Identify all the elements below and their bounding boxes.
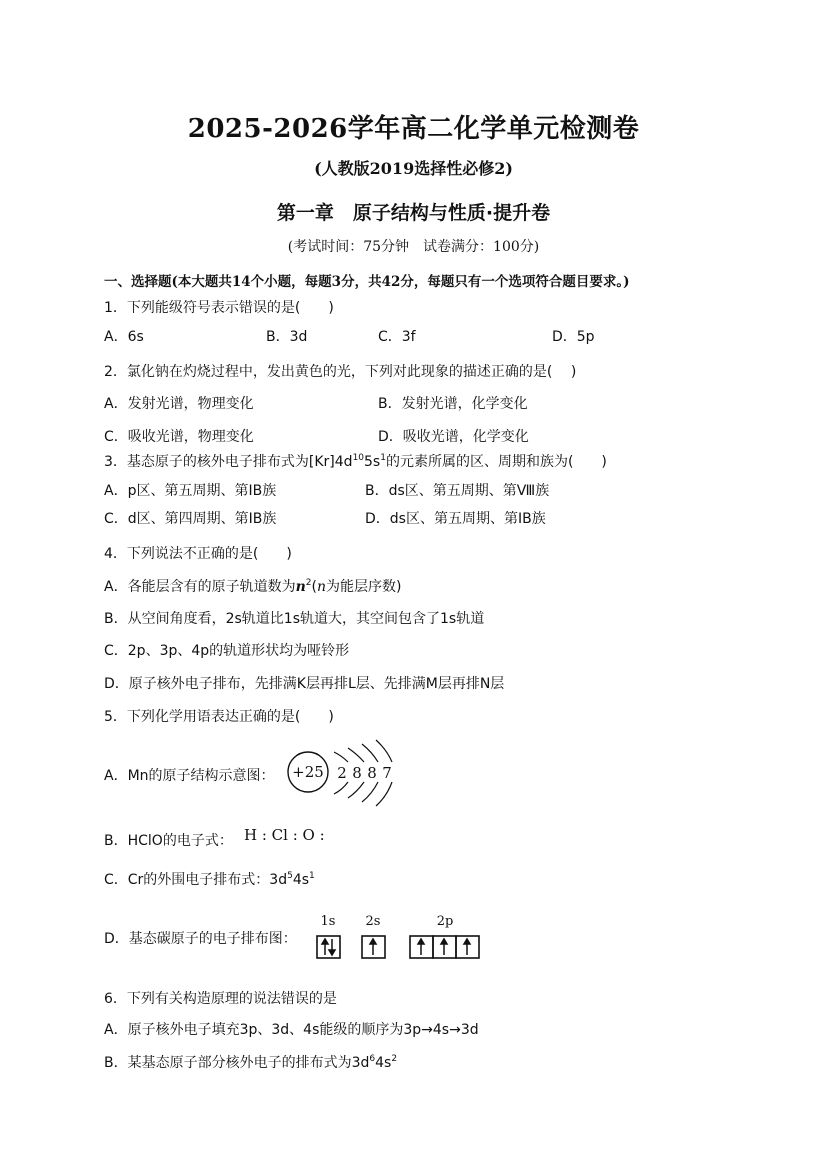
q1-stem: 1．下列能级符号表示错误的是( ) bbox=[104, 300, 334, 316]
exam-title: 2025-2026学年高二化学单元检测卷 bbox=[187, 114, 640, 144]
q4-option-a-post: 为能层序数) bbox=[326, 579, 402, 595]
q3-option-c: C．d区、第四周期、第ⅠB族 bbox=[104, 511, 277, 527]
q3-option-b: B．ds区、第五周期、第Ⅷ族 bbox=[365, 483, 550, 499]
q5-option-d-label: D．基态碳原子的电子排布图： bbox=[104, 931, 297, 947]
q3-option-a: A．p区、第五周期、第ⅠB族 bbox=[104, 483, 277, 499]
carbon-orbital-diagram bbox=[312, 910, 492, 966]
q5-option-a-label: A．Mn的原子结构示意图： bbox=[104, 768, 275, 784]
q2-option-d: D．吸收光谱，化学变化 bbox=[378, 429, 529, 445]
q6-option-b bbox=[104, 1052, 397, 1072]
q1-option-c: C．3f bbox=[378, 329, 416, 345]
q5-option-b-label: B．HClO的电子式： bbox=[104, 833, 233, 849]
orbital-label-2s: 2s bbox=[365, 914, 381, 929]
chapter-title: 第一章 原子结构与性质·提升卷 bbox=[276, 202, 551, 224]
electron-arrows bbox=[322, 939, 470, 955]
q6-stem: 6．下列有关构造原理的说法错误的是 bbox=[104, 991, 337, 1007]
q4-option-c: C．2p、3p、4p的轨道形状均为哑铃形 bbox=[104, 643, 350, 659]
q1-option-d: D．5p bbox=[552, 329, 595, 345]
q2-option-c: C．吸收光谱，物理变化 bbox=[104, 429, 254, 445]
q3-stem-post: 的元素所属的区、周期和族为( ) bbox=[385, 454, 607, 470]
q4-n-symbol: n bbox=[295, 579, 306, 595]
q4-stem: 4．下列说法不正确的是( ) bbox=[104, 546, 292, 562]
q1-option-b: B．3d bbox=[266, 329, 308, 345]
q3-sup-4d: 10 bbox=[352, 453, 365, 463]
q6-option-a: A．原子核外电子填充3p、3d、4s能级的顺序为3p→4s→3d bbox=[104, 1022, 479, 1038]
q3-stem-pre: 3．基态原子的核外电子排布式为[Kr]4d bbox=[104, 454, 353, 470]
q4-option-a bbox=[104, 576, 401, 596]
q3-stem bbox=[104, 451, 607, 471]
hclo-electron-formula: H : Cl : O : bbox=[244, 826, 325, 844]
q6-option-b-pre: B．某基态原子部分核外电子的排布式为3d bbox=[104, 1055, 370, 1071]
q6-option-b-4s: 4s bbox=[375, 1055, 392, 1071]
orbital-label-2p: 2p bbox=[436, 914, 454, 929]
q1-option-a: A．6s bbox=[104, 329, 144, 345]
q6-sup-4s: 2 bbox=[391, 1054, 398, 1064]
q5-sup-4s: 1 bbox=[309, 871, 315, 881]
q2-option-a: A．发射光谱，物理变化 bbox=[104, 396, 254, 412]
q5-sup-3d: 5 bbox=[287, 871, 293, 881]
exam-info: (考试时间：75分钟 试卷满分：100分) bbox=[287, 239, 540, 255]
q5-option-c-4s: 4s bbox=[292, 872, 310, 888]
shell-count-2: 8 bbox=[352, 764, 362, 782]
q4-paren-open: ( bbox=[311, 579, 317, 595]
orbital-label-1s: 1s bbox=[320, 914, 336, 929]
q4-option-b: B．从空间角度看，2s轨道比1s轨道大，其空间包含了1s轨道 bbox=[104, 611, 485, 627]
nucleus-charge: +25 bbox=[292, 763, 324, 781]
q4-option-a-pre: A．各能层含有的原子轨道数为 bbox=[104, 579, 296, 595]
q6-sup-3d: 6 bbox=[369, 1054, 376, 1064]
section-heading: 一、选择题(本大题共14个小题，每题3分，共42分，每题只有一个选项符合题目要求。) bbox=[104, 274, 630, 290]
q3-sup-5s: 1 bbox=[380, 453, 386, 463]
exam-subtitle: (人教版2019选择性必修2) bbox=[314, 159, 513, 178]
q3-stem-5s: 5s bbox=[364, 454, 381, 470]
shell-count-1: 2 bbox=[337, 764, 347, 782]
shell-count-3: 8 bbox=[367, 764, 377, 782]
mn-atom-structure-diagram bbox=[286, 736, 406, 808]
q2-stem: 2．氯化钠在灼烧过程中，发出黄色的光，下列对此现象的描述正确的是( ) bbox=[104, 364, 577, 380]
q5-option-c-pre: C．Cr的外围电子排布式：3d bbox=[104, 872, 288, 888]
q4-n-exponent: 2 bbox=[305, 578, 312, 588]
q4-option-d: D．原子核外电子排布，先排满K层再排L层、先排满M层再排N层 bbox=[104, 676, 505, 692]
q4-n-symbol-2: n bbox=[316, 579, 326, 595]
q5-stem: 5．下列化学用语表达正确的是( ) bbox=[104, 709, 334, 725]
orbital-boxes bbox=[317, 936, 479, 958]
q3-option-d: D．ds区、第五周期、第ⅠB族 bbox=[365, 511, 546, 527]
q2-option-b: B．发射光谱，化学变化 bbox=[378, 396, 528, 412]
shell-count-4: 7 bbox=[382, 764, 392, 782]
q5-option-c bbox=[104, 869, 315, 889]
